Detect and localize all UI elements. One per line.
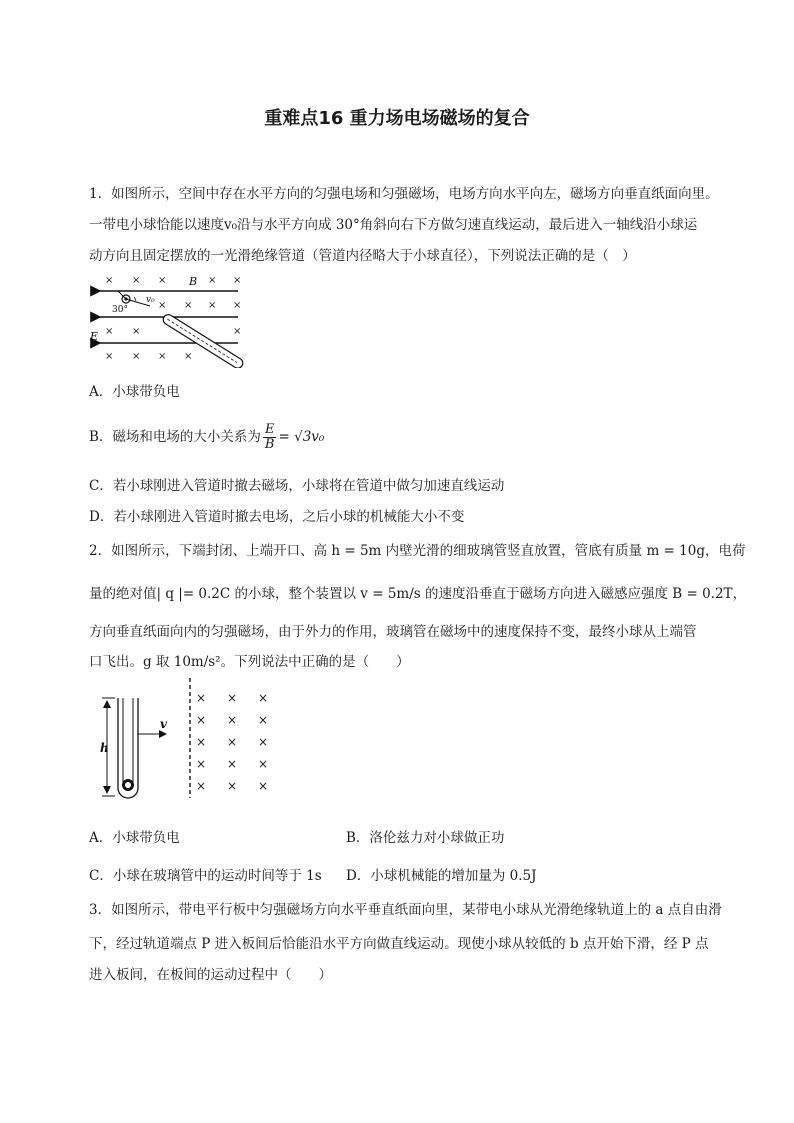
q2-option-a: A．小球带负电	[89, 830, 180, 846]
q1-option-a: A．小球带负电	[89, 384, 180, 400]
cross-mark: ×	[258, 779, 269, 793]
label-B: B	[189, 275, 198, 288]
cross-mark: ×	[227, 757, 238, 771]
cross-mark: ×	[132, 275, 141, 286]
label-v0: v₀	[146, 295, 155, 305]
cross-mark: ×	[208, 275, 217, 286]
label-h: h	[100, 741, 109, 755]
q3-stem-line-2: 下，经过轨道端点 P 进入板间后恰能沿水平方向做直线运动。现使小球从较低的 b 点开始下滑，经 P 点	[89, 936, 709, 952]
cross-mark: ×	[132, 326, 141, 337]
fraction-numerator: E	[263, 423, 277, 438]
cross-mark: ×	[196, 757, 207, 771]
cross-mark: ×	[158, 351, 167, 362]
q1-stem-line-3: 动方向且固定摆放的一光滑绝缘管道（管道内径略大于小球直径），下列说法正确的是（ ）	[89, 248, 636, 264]
cross-mark: ×	[184, 300, 193, 311]
page-title: 重难点16 重力场电场磁场的复合	[264, 108, 530, 129]
cross-mark: ×	[105, 275, 114, 286]
cross-mark: ×	[227, 713, 238, 727]
cross-mark: ×	[184, 351, 193, 362]
q1-option-b-rhs: = √3v₀	[278, 429, 325, 445]
cross-mark: ×	[258, 713, 269, 727]
q2-option-d: D．小球机械能的增加量为 0.5J	[346, 868, 537, 884]
cross-mark: ×	[132, 351, 141, 362]
fraction-denominator: B	[264, 437, 275, 452]
q1-option-d: D．若小球刚进入管道时撤去电场，之后小球的机械能大小不变	[89, 509, 465, 525]
cross-mark: ×	[208, 300, 217, 311]
cross-mark: ×	[196, 691, 207, 705]
cross-mark: ×	[105, 326, 114, 337]
q3-stem-line-3: 进入板间，在板间的运动过程中（ ）	[89, 967, 332, 983]
cross-mark: ×	[196, 779, 207, 793]
cross-mark: ×	[258, 691, 269, 705]
cross-mark: ×	[258, 735, 269, 749]
q1-stem-line-1: 1．如图所示，空间中存在水平方向的匀强电场和匀强磁场，电场方向水平向左，磁场方向垂直纸面向里。	[89, 186, 719, 202]
q1-option-b	[89, 423, 324, 452]
q2-stem-line-1: 2．如图所示，下端封闭、上端开口、高 h = 5m 内壁光滑的细玻璃管竖直放置，管底有质量 m = 10g，电荷	[89, 543, 746, 559]
label-E: E	[90, 330, 99, 343]
cross-mark: ×	[258, 757, 269, 771]
q2-option-c: C．小球在玻璃管中的运动时间等于 1s	[89, 868, 322, 884]
cross-mark: ×	[227, 779, 238, 793]
cross-mark: ×	[196, 735, 207, 749]
q1-option-c: C．若小球刚进入管道时撤去磁场，小球将在管道中做匀加速直线运动	[89, 478, 505, 494]
cross-mark: ×	[196, 713, 207, 727]
q2-figure	[96, 676, 286, 800]
cross-mark: ×	[105, 351, 114, 362]
q2-option-b: B．洛伦兹力对小球做正功	[346, 830, 505, 846]
q2-stem-line-3: 方向垂直纸面向内的匀强磁场，由于外力的作用，玻璃管在磁场中的速度保持不变，最终小球从上端管	[89, 624, 697, 640]
cross-mark: ×	[227, 691, 238, 705]
cross-mark: ×	[233, 326, 242, 337]
fraction	[263, 423, 277, 452]
q1-figure	[88, 270, 248, 368]
q2-stem-line-4: 口飞出。g 取 10m/s²。下列说法中正确的是（ ）	[89, 654, 410, 670]
label-angle: 30°	[112, 305, 128, 315]
cross-mark: ×	[233, 300, 242, 311]
q2-stem-line-2: 量的绝对值| q |= 0.2C 的小球，整个装置以 v = 5m/s 的速度沿垂直于磁场方向进入磁感应强度 B = 0.2T，	[89, 586, 747, 602]
q1-stem-line-2: 一带电小球恰能以速度v₀沿与水平方向成 30°角斜向右下方做匀速直线运动，最后进入一轴线沿小球运	[89, 217, 698, 233]
label-v: v	[160, 717, 167, 731]
q3-stem-line-1: 3．如图所示，带电平行板中匀强磁场方向水平垂直纸面向里，某带电小球从光滑绝缘轨道上的 a 点自由滑	[89, 902, 722, 918]
cross-mark: ×	[233, 275, 242, 286]
cross-mark: ×	[227, 735, 238, 749]
q1-option-b-text: B．磁场和电场的大小关系为	[89, 429, 261, 445]
cross-mark: ×	[158, 300, 167, 311]
cross-mark: ×	[158, 275, 167, 286]
